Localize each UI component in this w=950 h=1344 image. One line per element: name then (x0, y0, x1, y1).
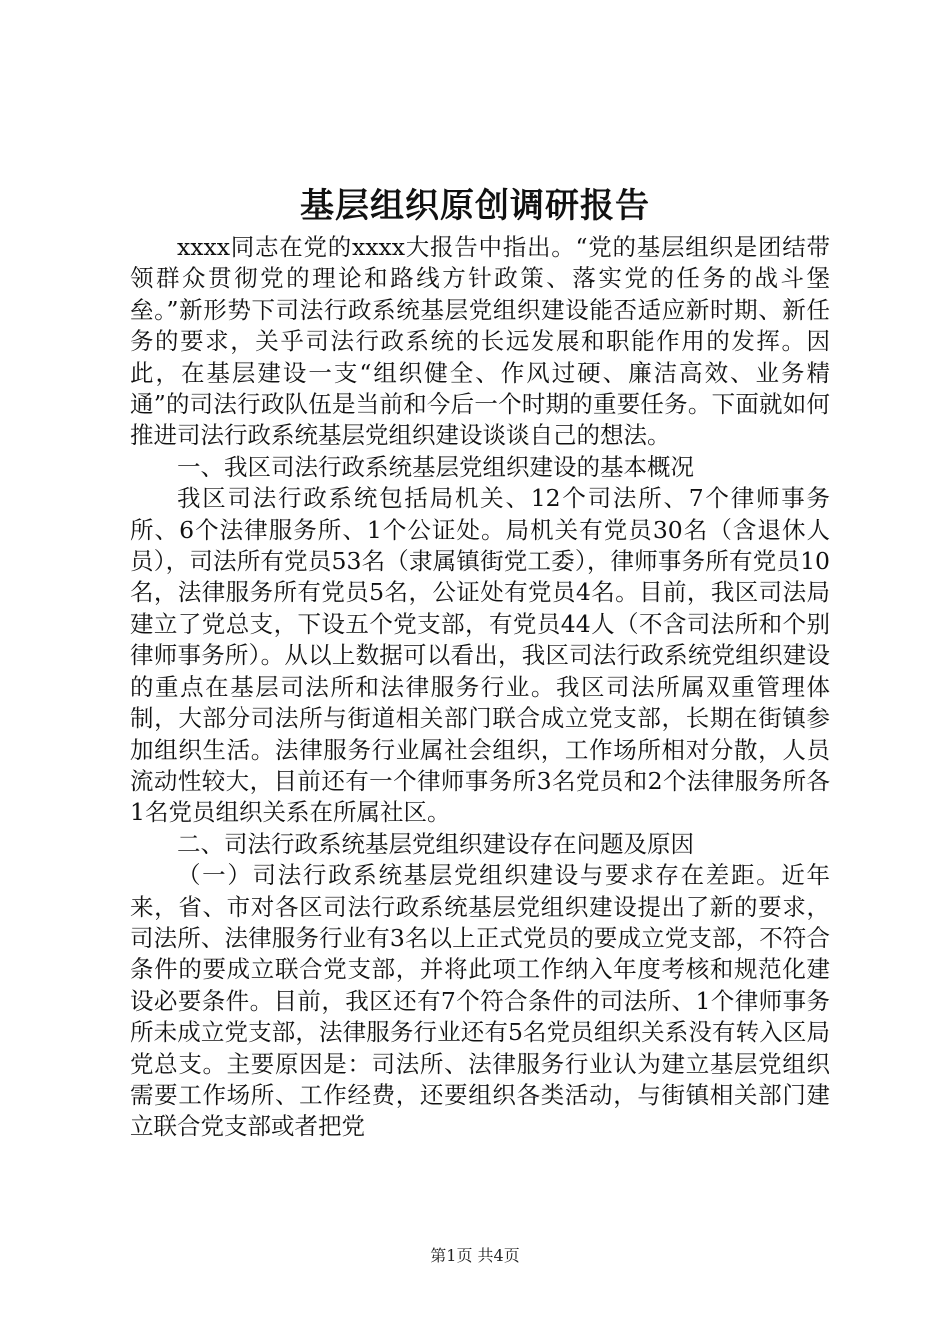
paragraph-intro: xxxx同志在党的xxxx大报告中指出。“党的基层组织是团结带领群众贯彻党的理论和路线方针政策、落实党的任务的战斗堡垒。”新形势下司法行政系统基层党组织建设能否适应新时期、新任务的要求，关乎司法行政系统的长远发展和职能作用的发挥。因此，在基层建设一支“组织健全、作风过硬、廉洁高效、业务精通”的司法行政队伍是当前和今后一个时期的重要任务。下面就如何推进司法行政系统基层党组织建设谈谈自己的想法。 (130, 233, 830, 450)
paragraph-overview: 我区司法行政系统包括局机关、12个司法所、7个律师事务所、6个法律服务所、1个公证处。局机关有党员30名（含退休人员），司法所有党员53名（隶属镇街党工委），律师事务所有党员10名，法律服务所有党员5名，公证处有党员4名。目前，我区司法局建立了党总支，下设五个党支部，有党员44人（不含司法所和个别律师事务所）。从以上数据可以看出，我区司法行政系统党组织建设的重点在基层司法所和法律服务行业。我区司法所属双重管理体制，大部分司法所与街道相关部门联合成立党支部，长期在街镇参加组织生活。法律服务行业属社会组织，工作场所相对分散，人员流动性较大，目前还有一个律师事务所3名党员和2个法律服务所各1名党员组织关系在所属社区。 (130, 484, 830, 827)
page-footer: 第1页 共4页 (430, 1246, 520, 1265)
document-title: 基层组织原创调研报告 (300, 186, 650, 226)
paragraph-problems: （一）司法行政系统基层党组织建设与要求存在差距。近年来，省、市对各区司法行政系统基层党组织建设提出了新的要求，司法所、法律服务行业有3名以上正式党员的要成立党支部，不符合条件的要成立联合党支部，并将此项工作纳入年度考核和规范化建设必要条件。目前，我区还有7个符合条件的司法所、1个律师事务所未成立党支部，法律服务行业还有5名党员组织关系没有转入区局党总支。主要原因是：司法所、法律服务行业认为建立基层党组织需要工作场所、工作经费，还要组织各类活动，与街镇相关部门建立联合党支部或者把党 (130, 861, 830, 1141)
section-heading-2: 二、司法行政系统基层党组织建设存在问题及原因 (177, 829, 694, 858)
document-body (130, 232, 830, 1143)
section-heading-1: 一、我区司法行政系统基层党组织建设的基本概况 (177, 452, 694, 481)
